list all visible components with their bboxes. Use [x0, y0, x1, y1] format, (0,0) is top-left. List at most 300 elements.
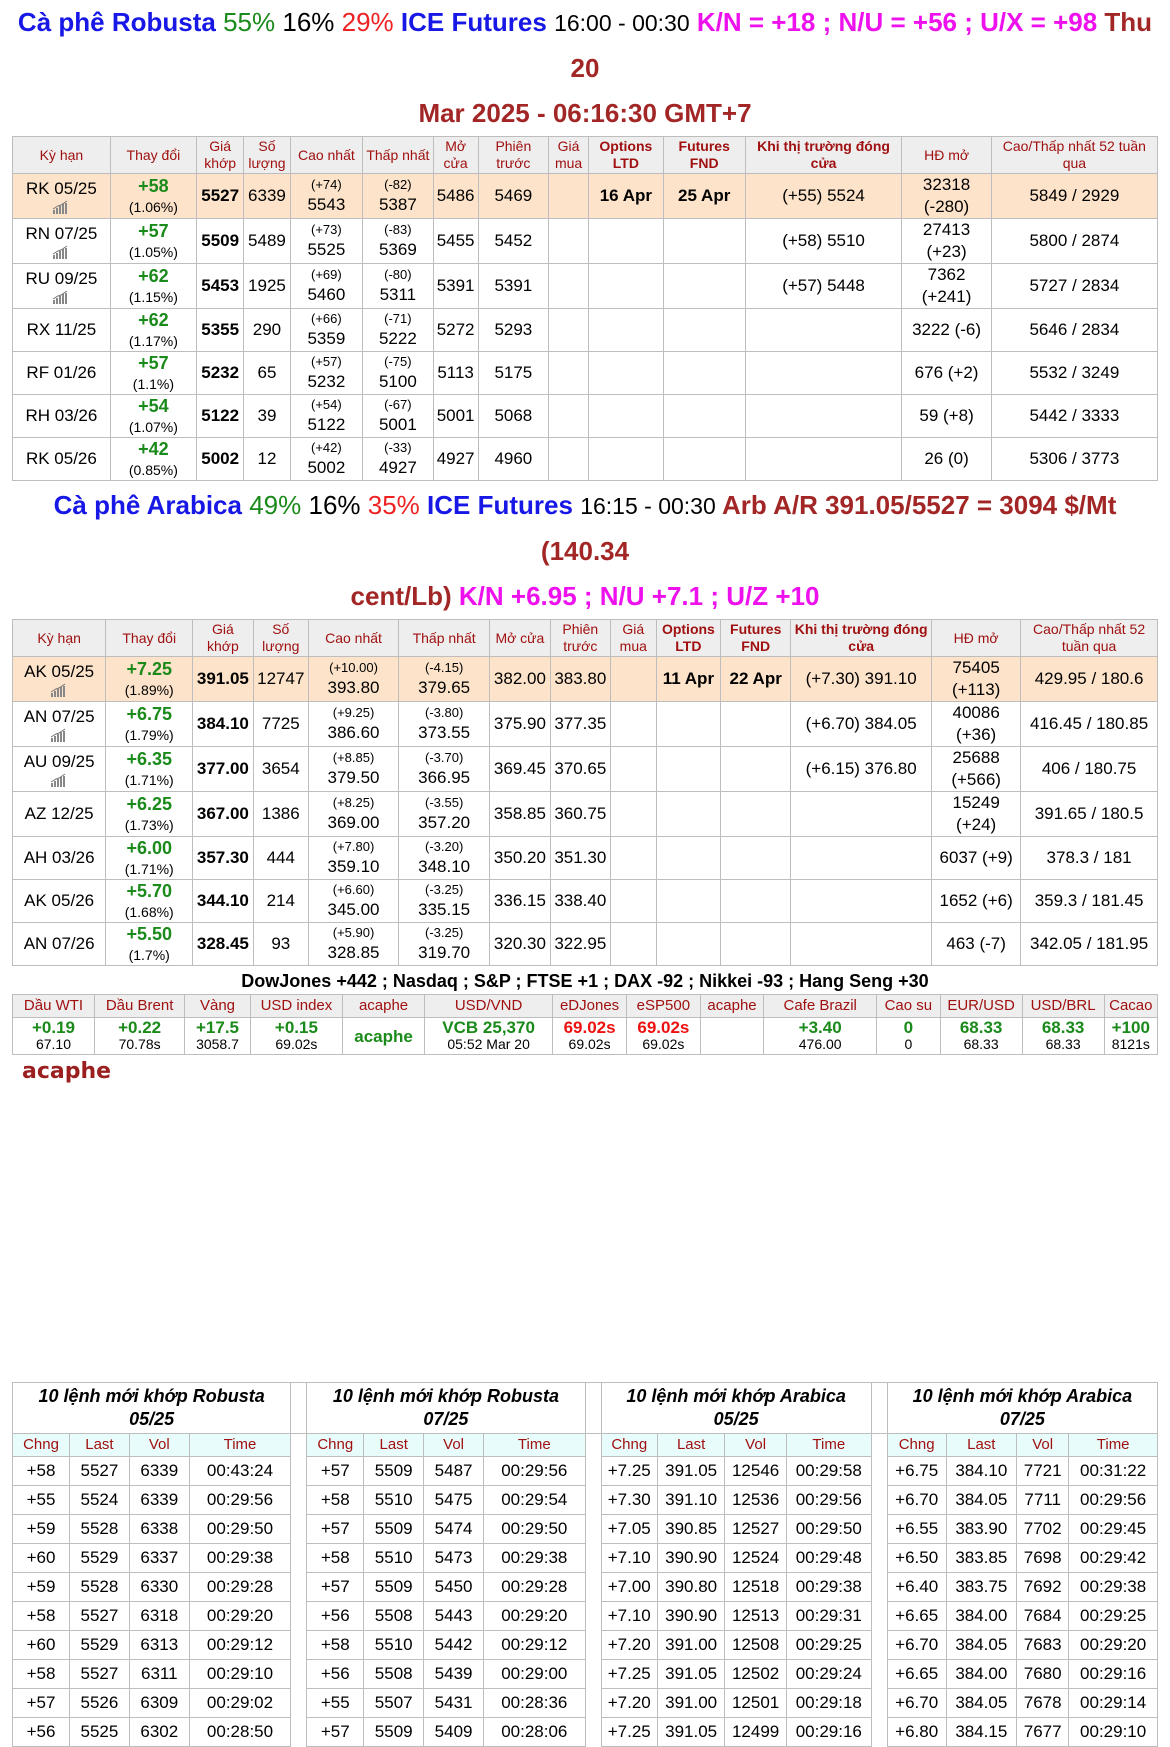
- trade-last: 391.00: [657, 1631, 724, 1660]
- bid: [549, 309, 589, 352]
- trade-volume: 7711: [1017, 1486, 1069, 1515]
- robusta-name: Cà phê Robusta: [17, 7, 216, 37]
- col-phien-truoc: Phiên trước: [478, 137, 548, 174]
- previous: 5068: [478, 395, 548, 438]
- trade-change: +58: [307, 1544, 364, 1573]
- trade-last: 5527: [69, 1660, 129, 1689]
- high: (+7.80) 359.10: [308, 837, 398, 880]
- week52-range: 5849 / 2929: [991, 174, 1157, 219]
- trade-last: 5509: [364, 1457, 424, 1486]
- trade-row: [13, 1631, 1158, 1660]
- open-interest: 27413 (+23): [902, 219, 991, 264]
- contract-term[interactable]: AN 07/26: [13, 923, 106, 966]
- trade-change: +7.25: [601, 1660, 657, 1689]
- trade-change: +55: [13, 1486, 70, 1515]
- trade-row: [13, 1457, 1158, 1486]
- contract-row[interactable]: [13, 352, 1158, 395]
- options-ltd: [656, 702, 721, 747]
- trade-last: 391.00: [657, 1689, 724, 1718]
- robusta-hours: 16:00 - 00:30: [554, 10, 690, 36]
- volume: 65: [244, 352, 290, 395]
- trade-last: 390.90: [657, 1544, 724, 1573]
- brand-logo[interactable]: acaphe: [22, 1059, 112, 1084]
- trade-time: 00:29:56: [1069, 1486, 1158, 1515]
- contract-row[interactable]: [13, 792, 1158, 837]
- last-price: 5355: [197, 309, 244, 352]
- divider: [585, 1718, 601, 1747]
- trade-volume: 5442: [424, 1631, 484, 1660]
- options-ltd: 16 Apr: [589, 174, 664, 219]
- bid: [611, 880, 657, 923]
- col-hd-mo: HĐ mở: [902, 137, 991, 174]
- futures-fnd: [721, 880, 791, 923]
- open: 358.85: [490, 792, 550, 837]
- arabica-title: [0, 483, 1170, 619]
- trade-last: 5527: [69, 1602, 129, 1631]
- trade-change: +6.65: [887, 1602, 946, 1631]
- high: (+57) 5232: [290, 352, 363, 395]
- trade-last: 5529: [69, 1631, 129, 1660]
- contract-term[interactable]: RK 05/25: [13, 174, 111, 219]
- robusta-header-row: [13, 137, 1158, 174]
- trade-row: [13, 1486, 1158, 1515]
- change: +62 (1.17%): [110, 309, 196, 352]
- col-thap-nhat: Thấp nhất: [399, 620, 490, 657]
- trade-volume: 5443: [424, 1602, 484, 1631]
- trade-change: +59: [13, 1573, 70, 1602]
- volume: 7725: [253, 702, 308, 747]
- robusta-pct-neutral: 16%: [282, 7, 335, 37]
- close-price: [745, 438, 902, 481]
- options-ltd: [589, 352, 664, 395]
- trade-change: +60: [13, 1544, 70, 1573]
- chart-icon[interactable]: [50, 683, 68, 697]
- market-label[interactable]: Dầu Brent: [95, 995, 185, 1018]
- market-label[interactable]: Cafe Brazil: [764, 995, 877, 1018]
- col-ky-han: Kỳ hạn: [13, 137, 111, 174]
- trade-volume: 6330: [129, 1573, 189, 1602]
- high: (+69) 5460: [290, 264, 363, 309]
- contract-term[interactable]: AK 05/25: [13, 657, 106, 702]
- trade-time: 00:29:02: [189, 1689, 291, 1718]
- market-value: VCB 25,370 05:52 Mar 20: [425, 1018, 553, 1055]
- last-price: 5527: [197, 174, 244, 219]
- high: (+73) 5525: [290, 219, 363, 264]
- open-interest: 26 (0): [902, 438, 991, 481]
- close-price: (+6.70) 384.05: [791, 702, 932, 747]
- contract-row[interactable]: [13, 747, 1158, 792]
- change: +7.25 (1.89%): [106, 657, 193, 702]
- contract-term[interactable]: AN 07/25: [13, 702, 106, 747]
- contract-term[interactable]: AZ 12/25: [13, 792, 106, 837]
- chart-icon[interactable]: [50, 728, 68, 742]
- trade-last: 5529: [69, 1544, 129, 1573]
- trade-volume: 12502: [725, 1660, 787, 1689]
- contract-term[interactable]: AH 03/26: [13, 837, 106, 880]
- col-so-luong: Số lượng: [244, 137, 290, 174]
- open-interest: 15249 (+24): [932, 792, 1021, 837]
- open: 320.30: [490, 923, 550, 966]
- week52-range: 378.3 / 181: [1021, 837, 1158, 880]
- volume: 93: [253, 923, 308, 966]
- divider: [291, 1631, 307, 1660]
- contract-term[interactable]: RH 03/26: [13, 395, 111, 438]
- options-ltd: [589, 309, 664, 352]
- market-label[interactable]: EUR/USD: [940, 995, 1022, 1018]
- trade-change: +6.50: [887, 1544, 946, 1573]
- low: (-75) 5100: [363, 352, 433, 395]
- recent-trades-captions: [13, 1383, 1158, 1434]
- low: (-71) 5222: [363, 309, 433, 352]
- market-value: +17.5 3058.7: [185, 1018, 251, 1055]
- close-price: [745, 309, 902, 352]
- low: (-83) 5369: [363, 219, 433, 264]
- col-futures-fnd: Futures FND: [721, 620, 791, 657]
- market-value: acaphe: [343, 1018, 425, 1055]
- chart-icon[interactable]: [52, 290, 70, 304]
- volume: 290: [244, 309, 290, 352]
- trade-volume: 6309: [129, 1689, 189, 1718]
- trade-last: 391.05: [657, 1718, 724, 1747]
- contract-term[interactable]: AK 05/26: [13, 880, 106, 923]
- high: (+8.25) 369.00: [308, 792, 398, 837]
- arabica-hours: 16:15 - 00:30: [580, 493, 716, 519]
- contract-row[interactable]: [13, 395, 1158, 438]
- trade-last: 391.05: [657, 1660, 724, 1689]
- market-label[interactable]: USD/BRL: [1022, 995, 1104, 1018]
- last-price: 5232: [197, 352, 244, 395]
- low: (-3.70) 366.95: [399, 747, 490, 792]
- trade-time: 00:29:48: [786, 1544, 871, 1573]
- week52-range: 342.05 / 181.95: [1021, 923, 1158, 966]
- trade-change: +57: [307, 1573, 364, 1602]
- options-ltd: [656, 837, 721, 880]
- trade-last: 384.15: [946, 1718, 1016, 1747]
- trade-last: 384.00: [946, 1660, 1016, 1689]
- trade-last: 384.05: [946, 1689, 1016, 1718]
- change: +62 (1.15%): [110, 264, 196, 309]
- last-price: 5002: [197, 438, 244, 481]
- market-label[interactable]: USD index: [250, 995, 342, 1018]
- trade-volume: 7698: [1017, 1544, 1069, 1573]
- trades-col-header: Vol: [1017, 1434, 1069, 1457]
- col-phien-truoc: Phiên trước: [550, 620, 610, 657]
- col-options-ltd: Options LTD: [656, 620, 721, 657]
- trade-change: +6.70: [887, 1631, 946, 1660]
- trade-last: 5526: [69, 1689, 129, 1718]
- trade-last: 5508: [364, 1602, 424, 1631]
- change: +57 (1.1%): [110, 352, 196, 395]
- divider: [871, 1434, 887, 1457]
- arabica-spreads: K/N +6.95 ; N/U +7.1 ; U/Z +10: [458, 581, 820, 611]
- previous: 351.30: [550, 837, 610, 880]
- trade-time: 00:29:00: [484, 1660, 586, 1689]
- contract-row[interactable]: [13, 702, 1158, 747]
- trade-change: +57: [307, 1515, 364, 1544]
- trade-last: 5528: [69, 1515, 129, 1544]
- arabica-header-row: [13, 620, 1158, 657]
- divider: [585, 1689, 601, 1718]
- trade-row: [13, 1544, 1158, 1573]
- close-price: (+6.15) 376.80: [791, 747, 932, 792]
- high: (+9.25) 386.60: [308, 702, 398, 747]
- col-thay-doi: Thay đổi: [110, 137, 196, 174]
- divider: [291, 1602, 307, 1631]
- trade-volume: 5473: [424, 1544, 484, 1573]
- open-interest: 676 (+2): [902, 352, 991, 395]
- trade-time: 00:29:50: [189, 1515, 291, 1544]
- trades-col-header: Vol: [725, 1434, 787, 1457]
- trades-col-header: Time: [1069, 1434, 1158, 1457]
- open: 4927: [433, 438, 478, 481]
- bid: [549, 395, 589, 438]
- contract-term[interactable]: RK 05/26: [13, 438, 111, 481]
- trade-last: 384.05: [946, 1631, 1016, 1660]
- chart-icon[interactable]: [52, 245, 70, 259]
- market-label[interactable]: USD/VND: [425, 995, 553, 1018]
- open-interest: 40086 (+36): [932, 702, 1021, 747]
- col-thap-nhat: Thấp nhất: [363, 137, 433, 174]
- trades-col-header: Last: [946, 1434, 1016, 1457]
- market-value: 69.02s 69.02s: [626, 1018, 700, 1055]
- arabica-pct-neutral: 16%: [308, 490, 361, 520]
- futures-fnd: 25 Apr: [663, 174, 745, 219]
- market-label[interactable]: Cacao: [1104, 995, 1157, 1018]
- contract-row[interactable]: [13, 309, 1158, 352]
- divider: [871, 1689, 887, 1718]
- week52-range: 406 / 180.75: [1021, 747, 1158, 792]
- close-price: [791, 923, 932, 966]
- trade-last: 383.85: [946, 1544, 1016, 1573]
- col-gia-mua: Giá mua: [611, 620, 657, 657]
- change: +5.50 (1.7%): [106, 923, 193, 966]
- chart-icon[interactable]: [50, 773, 68, 787]
- trade-volume: 12527: [725, 1515, 787, 1544]
- col-so-luong: Số lượng: [253, 620, 308, 657]
- arabica-table: [12, 619, 1158, 966]
- last-price: 5453: [197, 264, 244, 309]
- trade-volume: 7680: [1017, 1660, 1069, 1689]
- trade-time: 00:28:06: [484, 1718, 586, 1747]
- trade-change: +7.10: [601, 1544, 657, 1573]
- trade-time: 00:29:12: [484, 1631, 586, 1660]
- trade-change: +56: [307, 1602, 364, 1631]
- trade-time: 00:29:10: [1069, 1718, 1158, 1747]
- contract-row[interactable]: [13, 219, 1158, 264]
- trade-change: +60: [13, 1631, 70, 1660]
- trade-row: [13, 1515, 1158, 1544]
- trade-time: 00:29:20: [484, 1602, 586, 1631]
- close-price: [745, 352, 902, 395]
- contract-row[interactable]: [13, 923, 1158, 966]
- last-price: 384.10: [193, 702, 253, 747]
- futures-fnd: [663, 264, 745, 309]
- market-value: [700, 1018, 764, 1055]
- options-ltd: [656, 923, 721, 966]
- close-price: (+58) 5510: [745, 219, 902, 264]
- bid: [611, 657, 657, 702]
- trade-time: 00:29:16: [1069, 1660, 1158, 1689]
- volume: 39: [244, 395, 290, 438]
- trade-time: 00:29:42: [1069, 1544, 1158, 1573]
- divider: [871, 1660, 887, 1689]
- trade-time: 00:29:28: [189, 1573, 291, 1602]
- futures-fnd: [721, 837, 791, 880]
- market-label[interactable]: eSP500: [626, 995, 700, 1018]
- market-value: +0.15 69.02s: [250, 1018, 342, 1055]
- trade-volume: 7678: [1017, 1689, 1069, 1718]
- chart-icon[interactable]: [52, 200, 70, 214]
- trade-last: 383.90: [946, 1515, 1016, 1544]
- bid: [611, 923, 657, 966]
- trades-col-header: Chng: [307, 1434, 364, 1457]
- futures-fnd: [663, 395, 745, 438]
- bid: [549, 438, 589, 481]
- trade-volume: 6302: [129, 1718, 189, 1747]
- futures-fnd: [721, 792, 791, 837]
- options-ltd: [589, 264, 664, 309]
- last-price: 357.30: [193, 837, 253, 880]
- market-label[interactable]: acaphe: [700, 995, 764, 1018]
- previous: 322.95: [550, 923, 610, 966]
- trade-volume: 5409: [424, 1718, 484, 1747]
- trade-time: 00:29:50: [786, 1515, 871, 1544]
- trade-change: +56: [13, 1718, 70, 1747]
- options-ltd: [656, 747, 721, 792]
- divider: [585, 1515, 601, 1544]
- trade-time: 00:29:38: [786, 1573, 871, 1602]
- divider: [291, 1457, 307, 1486]
- previous: 5293: [478, 309, 548, 352]
- change: +6.35 (1.71%): [106, 747, 193, 792]
- trade-change: +7.05: [601, 1515, 657, 1544]
- trade-last: 5525: [69, 1718, 129, 1747]
- recent-trades-table: [12, 1382, 1158, 1747]
- trade-last: 5524: [69, 1486, 129, 1515]
- options-ltd: [656, 792, 721, 837]
- close-price: [791, 880, 932, 923]
- trade-change: +7.30: [601, 1486, 657, 1515]
- week52-range: 5646 / 2834: [991, 309, 1157, 352]
- week52-range: 391.65 / 180.5: [1021, 792, 1158, 837]
- trade-change: +55: [307, 1689, 364, 1718]
- close-price: [791, 837, 932, 880]
- contract-row[interactable]: [13, 837, 1158, 880]
- contract-row[interactable]: [13, 264, 1158, 309]
- contract-term[interactable]: AU 09/25: [13, 747, 106, 792]
- col-hd-mo: HĐ mở: [932, 620, 1021, 657]
- trade-time: 00:29:31: [786, 1602, 871, 1631]
- market-value: +100 8121s: [1104, 1018, 1157, 1055]
- trade-volume: 12508: [725, 1631, 787, 1660]
- trade-last: 384.10: [946, 1457, 1016, 1486]
- bid: [549, 264, 589, 309]
- trade-time: 00:29:58: [786, 1457, 871, 1486]
- open-interest: 75405 (+113): [932, 657, 1021, 702]
- col-gia-khop: Giá khớp: [197, 137, 244, 174]
- week52-range: 429.95 / 180.6: [1021, 657, 1158, 702]
- contract-term[interactable]: RN 07/25: [13, 219, 111, 264]
- open: 5391: [433, 264, 478, 309]
- market-label[interactable]: Cao su: [877, 995, 941, 1018]
- contract-row[interactable]: [13, 657, 1158, 702]
- divider: [871, 1573, 887, 1602]
- trade-last: 5510: [364, 1544, 424, 1573]
- trade-time: 00:28:36: [484, 1689, 586, 1718]
- trade-last: 5509: [364, 1573, 424, 1602]
- robusta-spreads: K/N = +18 ; N/U = +56 ; U/X = +98: [696, 7, 1098, 37]
- week52-range: 416.45 / 180.85: [1021, 702, 1158, 747]
- arbitrage-line: Arb A/R 391.05/5527 = 3094 $/Mt (140.34: [540, 490, 1117, 566]
- contract-term[interactable]: RF 01/26: [13, 352, 111, 395]
- col-futures-fnd: Futures FND: [663, 137, 745, 174]
- trade-last: 5507: [364, 1689, 424, 1718]
- last-price: 367.00: [193, 792, 253, 837]
- close-price: (+57) 5448: [745, 264, 902, 309]
- previous: 5452: [478, 219, 548, 264]
- market-value: +0.22 70.78s: [95, 1018, 185, 1055]
- market-label[interactable]: eDJones: [553, 995, 627, 1018]
- trade-change: +58: [13, 1457, 70, 1486]
- previous: 5391: [478, 264, 548, 309]
- trades-col-header: Time: [786, 1434, 871, 1457]
- divider: [585, 1457, 601, 1486]
- contract-row[interactable]: [13, 880, 1158, 923]
- market-label[interactable]: acaphe: [343, 995, 425, 1018]
- trades-col-header: Last: [364, 1434, 424, 1457]
- low: (-3.25) 335.15: [399, 880, 490, 923]
- trades-panel-title: 10 lệnh mới khớp Arabica 07/25: [887, 1383, 1157, 1434]
- volume: 6339: [244, 174, 290, 219]
- robusta-date: Thu 20: [570, 7, 1153, 83]
- trade-time: 00:29:20: [1069, 1631, 1158, 1660]
- market-label[interactable]: Dầu WTI: [13, 995, 95, 1018]
- trade-volume: 7684: [1017, 1602, 1069, 1631]
- contract-term[interactable]: RU 09/25: [13, 264, 111, 309]
- col-ky-han: Kỳ hạn: [13, 620, 106, 657]
- low: (-3.25) 319.70: [399, 923, 490, 966]
- change: +57 (1.05%): [110, 219, 196, 264]
- trade-volume: 12518: [725, 1573, 787, 1602]
- trade-time: 00:29:16: [786, 1718, 871, 1747]
- options-ltd: [589, 438, 664, 481]
- high: (+66) 5359: [290, 309, 363, 352]
- trade-time: 00:29:56: [189, 1486, 291, 1515]
- futures-fnd: [721, 747, 791, 792]
- trade-last: 390.90: [657, 1602, 724, 1631]
- bid: [611, 702, 657, 747]
- week52-range: 359.3 / 181.45: [1021, 880, 1158, 923]
- last-price: 344.10: [193, 880, 253, 923]
- contract-row[interactable]: [13, 174, 1158, 219]
- open-interest: 7362 (+241): [902, 264, 991, 309]
- trade-volume: 6311: [129, 1660, 189, 1689]
- trade-change: +57: [307, 1457, 364, 1486]
- market-label[interactable]: Vàng: [185, 995, 251, 1018]
- contract-term[interactable]: RX 11/25: [13, 309, 111, 352]
- change: +54 (1.07%): [110, 395, 196, 438]
- world-indices-line: DowJones +442 ; Nasdaq ; S&P ; FTSE +1 ; DAX -92 ; Nikkei -93 ; Hang Seng +30: [241, 971, 929, 991]
- robusta-pct-sell: 29%: [341, 7, 394, 37]
- other-markets-header-row: [13, 995, 1158, 1018]
- open: 5455: [433, 219, 478, 264]
- divider: [585, 1434, 601, 1457]
- contract-row[interactable]: [13, 438, 1158, 481]
- futures-fnd: [663, 309, 745, 352]
- trade-time: 00:43:24: [189, 1457, 291, 1486]
- market-value: 0 0: [877, 1018, 941, 1055]
- close-price: [745, 395, 902, 438]
